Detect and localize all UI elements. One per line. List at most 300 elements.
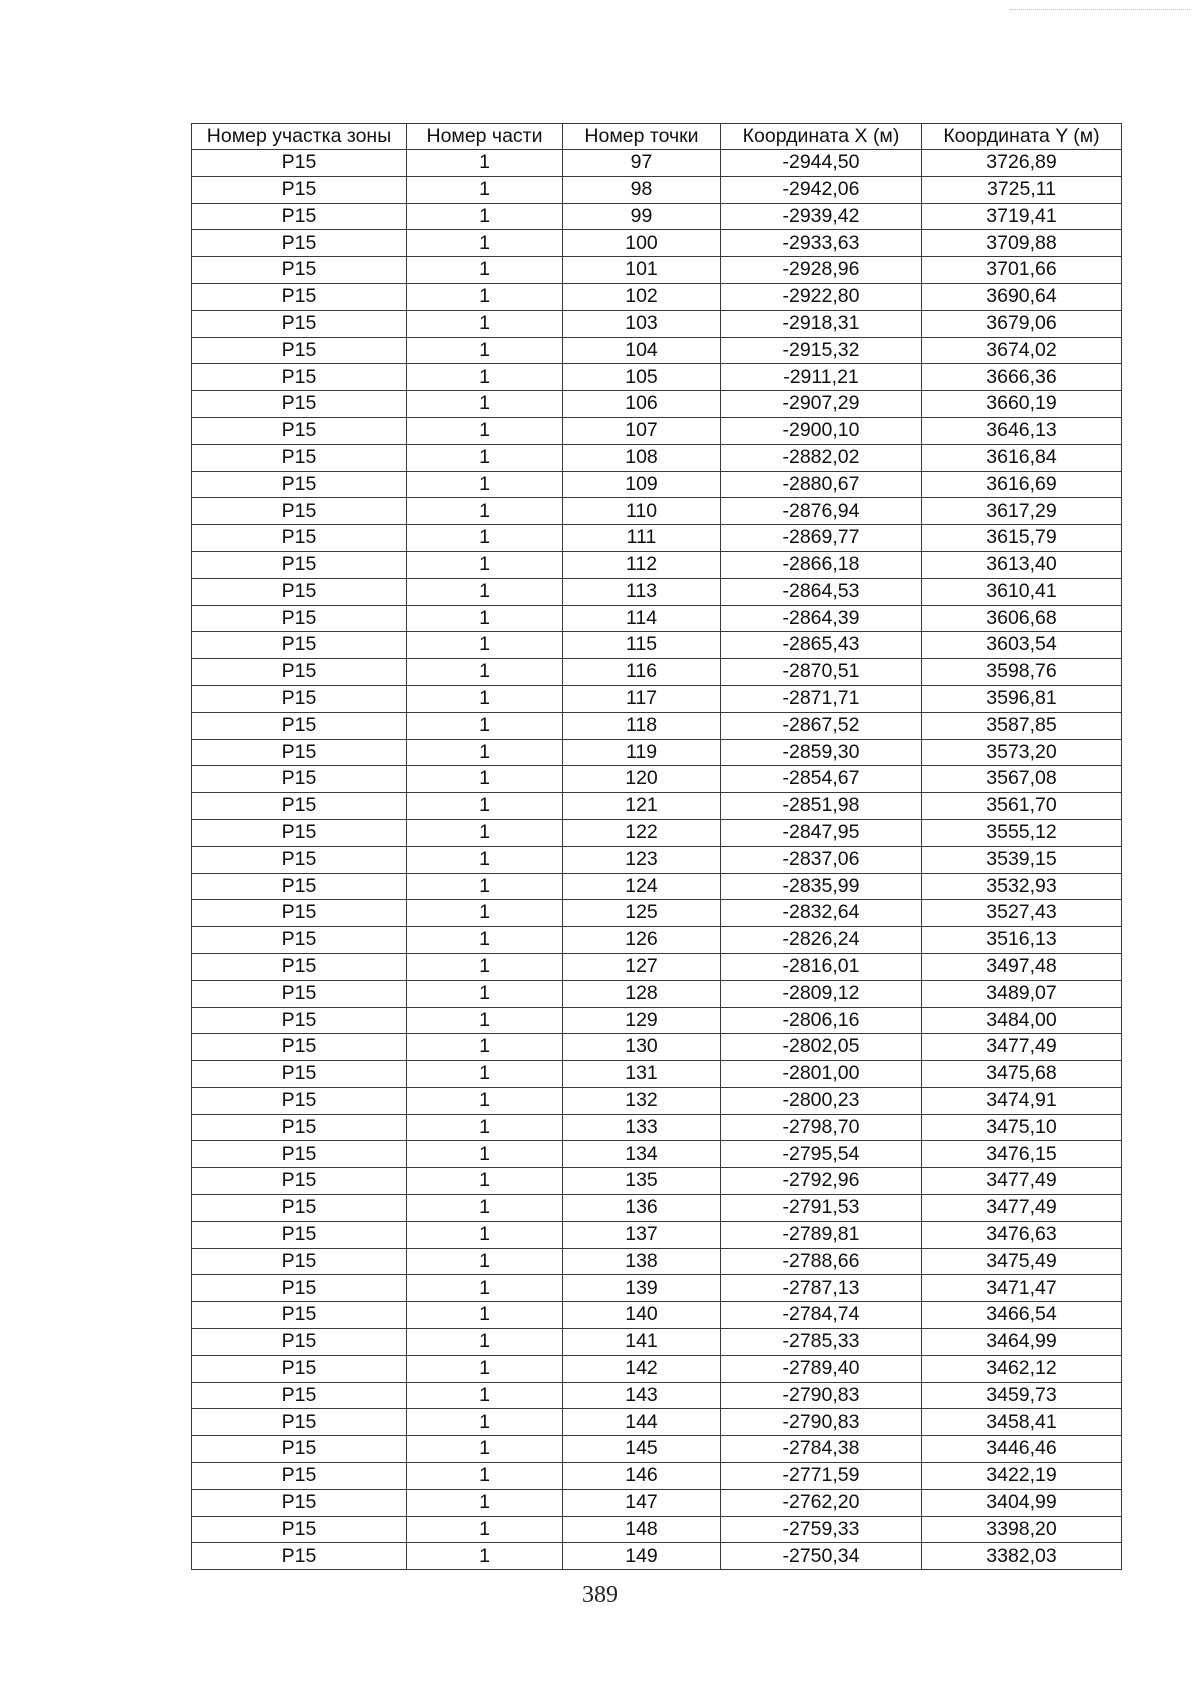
cell-point-number: 131 (563, 1061, 721, 1088)
cell-coordinate-x: -2791,53 (721, 1195, 922, 1222)
cell-coordinate-x: -2847,95 (721, 819, 922, 846)
cell-coordinate-y: 3606,68 (922, 605, 1122, 632)
cell-zone-section: P15 (192, 551, 407, 578)
cell-coordinate-x: -2835,99 (721, 873, 922, 900)
table-row (192, 846, 1122, 873)
header-row (192, 124, 1122, 150)
cell-coordinate-y: 3458,41 (922, 1409, 1122, 1436)
cell-part-number: 1 (407, 873, 563, 900)
cell-point-number: 97 (563, 150, 721, 177)
cell-zone-section: P15 (192, 578, 407, 605)
cell-coordinate-x: -2939,42 (721, 203, 922, 230)
cell-zone-section: P15 (192, 1248, 407, 1275)
table-row (192, 1275, 1122, 1302)
cell-coordinate-y: 3660,19 (922, 391, 1122, 418)
cell-part-number: 1 (407, 927, 563, 954)
table-row (192, 551, 1122, 578)
cell-part-number: 1 (407, 1302, 563, 1329)
table-row (192, 953, 1122, 980)
cell-zone-section: P15 (192, 364, 407, 391)
cell-coordinate-y: 3615,79 (922, 525, 1122, 552)
table-row (192, 1463, 1122, 1490)
cell-part-number: 1 (407, 525, 563, 552)
cell-coordinate-x: -2801,00 (721, 1061, 922, 1088)
table-row (192, 980, 1122, 1007)
cell-coordinate-x: -2750,34 (721, 1543, 922, 1570)
cell-coordinate-x: -2859,30 (721, 739, 922, 766)
cell-zone-section: P15 (192, 230, 407, 257)
cell-point-number: 103 (563, 310, 721, 337)
cell-coordinate-x: -2789,40 (721, 1355, 922, 1382)
table-row (192, 766, 1122, 793)
cell-part-number: 1 (407, 1489, 563, 1516)
cell-zone-section: P15 (192, 712, 407, 739)
cell-coordinate-y: 3573,20 (922, 739, 1122, 766)
cell-point-number: 143 (563, 1382, 721, 1409)
cell-point-number: 115 (563, 632, 721, 659)
table-row (192, 1087, 1122, 1114)
cell-point-number: 112 (563, 551, 721, 578)
cell-zone-section: P15 (192, 1489, 407, 1516)
cell-point-number: 133 (563, 1114, 721, 1141)
cell-coordinate-y: 3484,00 (922, 1007, 1122, 1034)
cell-part-number: 1 (407, 846, 563, 873)
cell-point-number: 107 (563, 417, 721, 444)
cell-zone-section: P15 (192, 873, 407, 900)
cell-coordinate-x: -2918,31 (721, 310, 922, 337)
cell-zone-section: P15 (192, 1087, 407, 1114)
cell-zone-section: P15 (192, 685, 407, 712)
cell-coordinate-y: 3690,64 (922, 283, 1122, 310)
cell-zone-section: P15 (192, 1436, 407, 1463)
cell-coordinate-x: -2922,80 (721, 283, 922, 310)
cell-zone-section: P15 (192, 766, 407, 793)
cell-coordinate-x: -2942,06 (721, 176, 922, 203)
cell-part-number: 1 (407, 605, 563, 632)
cell-part-number: 1 (407, 1141, 563, 1168)
cell-point-number: 135 (563, 1168, 721, 1195)
cell-point-number: 105 (563, 364, 721, 391)
table-row (192, 712, 1122, 739)
cell-coordinate-x: -2789,81 (721, 1221, 922, 1248)
cell-coordinate-y: 3613,40 (922, 551, 1122, 578)
cell-point-number: 129 (563, 1007, 721, 1034)
cell-coordinate-y: 3476,63 (922, 1221, 1122, 1248)
cell-coordinate-x: -2854,67 (721, 766, 922, 793)
table-row (192, 739, 1122, 766)
cell-coordinate-y: 3475,68 (922, 1061, 1122, 1088)
cell-part-number: 1 (407, 1221, 563, 1248)
cell-coordinate-y: 3596,81 (922, 685, 1122, 712)
cell-coordinate-y: 3719,41 (922, 203, 1122, 230)
cell-part-number: 1 (407, 471, 563, 498)
table-row (192, 1195, 1122, 1222)
cell-point-number: 138 (563, 1248, 721, 1275)
cell-coordinate-x: -2790,83 (721, 1409, 922, 1436)
cell-zone-section: P15 (192, 283, 407, 310)
cell-part-number: 1 (407, 1543, 563, 1570)
header-zone-section-number: Номер участка зоны (192, 124, 407, 150)
table-row (192, 417, 1122, 444)
cell-point-number: 98 (563, 176, 721, 203)
table-row (192, 1409, 1122, 1436)
cell-zone-section: P15 (192, 1114, 407, 1141)
cell-coordinate-y: 3587,85 (922, 712, 1122, 739)
cell-zone-section: P15 (192, 739, 407, 766)
cell-coordinate-y: 3422,19 (922, 1463, 1122, 1490)
cell-point-number: 141 (563, 1329, 721, 1356)
table-row (192, 659, 1122, 686)
cell-point-number: 102 (563, 283, 721, 310)
cell-point-number: 118 (563, 712, 721, 739)
cell-coordinate-y: 3646,13 (922, 417, 1122, 444)
cell-point-number: 132 (563, 1087, 721, 1114)
cell-coordinate-y: 3464,99 (922, 1329, 1122, 1356)
cell-coordinate-y: 3674,02 (922, 337, 1122, 364)
cell-coordinate-y: 3476,15 (922, 1141, 1122, 1168)
cell-zone-section: P15 (192, 793, 407, 820)
cell-point-number: 123 (563, 846, 721, 873)
table-row (192, 1007, 1122, 1034)
cell-part-number: 1 (407, 1195, 563, 1222)
table-row (192, 150, 1122, 177)
cell-point-number: 146 (563, 1463, 721, 1490)
cell-part-number: 1 (407, 766, 563, 793)
cell-coordinate-y: 3679,06 (922, 310, 1122, 337)
cell-zone-section: P15 (192, 980, 407, 1007)
cell-part-number: 1 (407, 793, 563, 820)
cell-part-number: 1 (407, 632, 563, 659)
cell-zone-section: P15 (192, 337, 407, 364)
cell-coordinate-y: 3471,47 (922, 1275, 1122, 1302)
table-row (192, 1329, 1122, 1356)
cell-coordinate-x: -2784,74 (721, 1302, 922, 1329)
header-coordinate-y: Координата Y (м) (922, 124, 1122, 150)
cell-zone-section: P15 (192, 819, 407, 846)
cell-coordinate-x: -2867,52 (721, 712, 922, 739)
cell-coordinate-y: 3598,76 (922, 659, 1122, 686)
cell-point-number: 127 (563, 953, 721, 980)
cell-part-number: 1 (407, 203, 563, 230)
cell-zone-section: P15 (192, 176, 407, 203)
cell-point-number: 111 (563, 525, 721, 552)
cell-coordinate-y: 3489,07 (922, 980, 1122, 1007)
cell-part-number: 1 (407, 417, 563, 444)
cell-coordinate-x: -2907,29 (721, 391, 922, 418)
table-row (192, 257, 1122, 284)
cell-coordinate-y: 3527,43 (922, 900, 1122, 927)
cell-part-number: 1 (407, 900, 563, 927)
cell-coordinate-x: -2762,20 (721, 1489, 922, 1516)
table-row (192, 1061, 1122, 1088)
cell-zone-section: P15 (192, 1168, 407, 1195)
cell-part-number: 1 (407, 739, 563, 766)
table-row (192, 873, 1122, 900)
cell-point-number: 117 (563, 685, 721, 712)
cell-coordinate-x: -2864,39 (721, 605, 922, 632)
cell-point-number: 134 (563, 1141, 721, 1168)
cell-zone-section: P15 (192, 1329, 407, 1356)
cell-part-number: 1 (407, 1087, 563, 1114)
cell-coordinate-y: 3610,41 (922, 578, 1122, 605)
header-part-number: Номер части (407, 124, 563, 150)
cell-part-number: 1 (407, 1061, 563, 1088)
cell-zone-section: P15 (192, 1034, 407, 1061)
cell-zone-section: P15 (192, 1195, 407, 1222)
cell-part-number: 1 (407, 685, 563, 712)
cell-part-number: 1 (407, 230, 563, 257)
table-row (192, 632, 1122, 659)
table-row (192, 1141, 1122, 1168)
cell-part-number: 1 (407, 391, 563, 418)
cell-point-number: 140 (563, 1302, 721, 1329)
cell-point-number: 144 (563, 1409, 721, 1436)
cell-coordinate-y: 3616,69 (922, 471, 1122, 498)
table-row (192, 1355, 1122, 1382)
cell-coordinate-y: 3477,49 (922, 1168, 1122, 1195)
cell-coordinate-y: 3497,48 (922, 953, 1122, 980)
table-row (192, 1248, 1122, 1275)
table-row (192, 310, 1122, 337)
coordinates-table (191, 123, 1122, 1570)
cell-zone-section: P15 (192, 471, 407, 498)
cell-part-number: 1 (407, 1248, 563, 1275)
cell-point-number: 125 (563, 900, 721, 927)
cell-coordinate-x: -2928,96 (721, 257, 922, 284)
cell-point-number: 147 (563, 1489, 721, 1516)
cell-zone-section: P15 (192, 1275, 407, 1302)
cell-coordinate-x: -2864,53 (721, 578, 922, 605)
cell-point-number: 104 (563, 337, 721, 364)
cell-coordinate-x: -2809,12 (721, 980, 922, 1007)
cell-zone-section: P15 (192, 1463, 407, 1490)
cell-coordinate-x: -2869,77 (721, 525, 922, 552)
cell-coordinate-y: 3459,73 (922, 1382, 1122, 1409)
cell-point-number: 120 (563, 766, 721, 793)
cell-point-number: 119 (563, 739, 721, 766)
cell-zone-section: P15 (192, 1007, 407, 1034)
cell-coordinate-y: 3446,46 (922, 1436, 1122, 1463)
cell-zone-section: P15 (192, 1061, 407, 1088)
cell-coordinate-x: -2759,33 (721, 1516, 922, 1543)
cell-zone-section: P15 (192, 1141, 407, 1168)
cell-coordinate-x: -2816,01 (721, 953, 922, 980)
cell-coordinate-y: 3462,12 (922, 1355, 1122, 1382)
table-row (192, 685, 1122, 712)
table-row (192, 1114, 1122, 1141)
cell-coordinate-x: -2771,59 (721, 1463, 922, 1490)
cell-coordinate-y: 3617,29 (922, 498, 1122, 525)
table-row (192, 1302, 1122, 1329)
cell-coordinate-y: 3603,54 (922, 632, 1122, 659)
cell-part-number: 1 (407, 1382, 563, 1409)
cell-zone-section: P15 (192, 310, 407, 337)
cell-coordinate-y: 3701,66 (922, 257, 1122, 284)
table-header (192, 124, 1122, 150)
cell-zone-section: P15 (192, 1302, 407, 1329)
cell-part-number: 1 (407, 1463, 563, 1490)
cell-zone-section: P15 (192, 444, 407, 471)
cell-part-number: 1 (407, 819, 563, 846)
cell-zone-section: P15 (192, 1409, 407, 1436)
cell-part-number: 1 (407, 283, 563, 310)
cell-part-number: 1 (407, 1007, 563, 1034)
cell-coordinate-x: -2802,05 (721, 1034, 922, 1061)
cell-point-number: 99 (563, 203, 721, 230)
cell-zone-section: P15 (192, 632, 407, 659)
table-row (192, 203, 1122, 230)
cell-zone-section: P15 (192, 1355, 407, 1382)
cell-coordinate-y: 3475,49 (922, 1248, 1122, 1275)
table-row (192, 1034, 1122, 1061)
cell-point-number: 149 (563, 1543, 721, 1570)
table-row (192, 444, 1122, 471)
cell-point-number: 139 (563, 1275, 721, 1302)
page-number: 389 (582, 1582, 618, 1608)
cell-coordinate-y: 3475,10 (922, 1114, 1122, 1141)
table-row (192, 391, 1122, 418)
cell-part-number: 1 (407, 953, 563, 980)
cell-coordinate-x: -2933,63 (721, 230, 922, 257)
cell-coordinate-x: -2865,43 (721, 632, 922, 659)
table-row (192, 1436, 1122, 1463)
cell-coordinate-y: 3567,08 (922, 766, 1122, 793)
cell-coordinate-y: 3382,03 (922, 1543, 1122, 1570)
table-row (192, 605, 1122, 632)
cell-zone-section: P15 (192, 1543, 407, 1570)
table-row (192, 1382, 1122, 1409)
cell-coordinate-y: 3555,12 (922, 819, 1122, 846)
table-row (192, 793, 1122, 820)
cell-coordinate-y: 3726,89 (922, 150, 1122, 177)
cell-coordinate-x: -2944,50 (721, 150, 922, 177)
cell-point-number: 108 (563, 444, 721, 471)
cell-part-number: 1 (407, 176, 563, 203)
cell-coordinate-x: -2826,24 (721, 927, 922, 954)
cell-zone-section: P15 (192, 605, 407, 632)
cell-zone-section: P15 (192, 1516, 407, 1543)
cell-part-number: 1 (407, 1436, 563, 1463)
cell-coordinate-y: 3474,91 (922, 1087, 1122, 1114)
cell-coordinate-y: 3666,36 (922, 364, 1122, 391)
cell-point-number: 122 (563, 819, 721, 846)
cell-part-number: 1 (407, 578, 563, 605)
cell-coordinate-y: 3404,99 (922, 1489, 1122, 1516)
cell-point-number: 148 (563, 1516, 721, 1543)
cell-coordinate-x: -2876,94 (721, 498, 922, 525)
cell-part-number: 1 (407, 310, 563, 337)
cell-coordinate-x: -2882,02 (721, 444, 922, 471)
cell-part-number: 1 (407, 364, 563, 391)
table-row (192, 337, 1122, 364)
cell-point-number: 145 (563, 1436, 721, 1463)
header-point-number: Номер точки (563, 124, 721, 150)
cell-coordinate-y: 3398,20 (922, 1516, 1122, 1543)
cell-coordinate-x: -2880,67 (721, 471, 922, 498)
cell-part-number: 1 (407, 337, 563, 364)
cell-zone-section: P15 (192, 498, 407, 525)
cell-point-number: 109 (563, 471, 721, 498)
table-row (192, 364, 1122, 391)
cell-zone-section: P15 (192, 927, 407, 954)
cell-coordinate-x: -2800,23 (721, 1087, 922, 1114)
cell-point-number: 137 (563, 1221, 721, 1248)
cell-part-number: 1 (407, 712, 563, 739)
cell-part-number: 1 (407, 980, 563, 1007)
cell-coordinate-x: -2915,32 (721, 337, 922, 364)
cell-part-number: 1 (407, 444, 563, 471)
table-row (192, 498, 1122, 525)
cell-coordinate-x: -2798,70 (721, 1114, 922, 1141)
header-coordinate-x: Координата X (м) (721, 124, 922, 150)
cell-coordinate-x: -2790,83 (721, 1382, 922, 1409)
cell-coordinate-x: -2866,18 (721, 551, 922, 578)
cell-coordinate-y: 3466,54 (922, 1302, 1122, 1329)
cell-point-number: 136 (563, 1195, 721, 1222)
cell-zone-section: P15 (192, 846, 407, 873)
cell-part-number: 1 (407, 1409, 563, 1436)
cell-coordinate-x: -2851,98 (721, 793, 922, 820)
cell-part-number: 1 (407, 1516, 563, 1543)
cell-point-number: 101 (563, 257, 721, 284)
table-row (192, 1543, 1122, 1570)
cell-coordinate-x: -2806,16 (721, 1007, 922, 1034)
cell-point-number: 116 (563, 659, 721, 686)
table-row (192, 471, 1122, 498)
cell-part-number: 1 (407, 150, 563, 177)
cell-coordinate-y: 3477,49 (922, 1195, 1122, 1222)
cell-zone-section: P15 (192, 1382, 407, 1409)
cell-point-number: 128 (563, 980, 721, 1007)
table-row (192, 1516, 1122, 1543)
cell-zone-section: P15 (192, 257, 407, 284)
cell-point-number: 100 (563, 230, 721, 257)
cell-zone-section: P15 (192, 900, 407, 927)
cell-part-number: 1 (407, 1275, 563, 1302)
cell-coordinate-x: -2900,10 (721, 417, 922, 444)
cell-point-number: 113 (563, 578, 721, 605)
table-row (192, 176, 1122, 203)
cell-coordinate-x: -2795,54 (721, 1141, 922, 1168)
cell-coordinate-x: -2788,66 (721, 1248, 922, 1275)
cell-coordinate-x: -2792,96 (721, 1168, 922, 1195)
table-row (192, 927, 1122, 954)
table-row (192, 525, 1122, 552)
table-body (192, 150, 1122, 1570)
table-row (192, 1489, 1122, 1516)
cell-zone-section: P15 (192, 203, 407, 230)
cell-part-number: 1 (407, 1114, 563, 1141)
cell-part-number: 1 (407, 1329, 563, 1356)
table-row (192, 578, 1122, 605)
table-row (192, 230, 1122, 257)
cell-zone-section: P15 (192, 525, 407, 552)
cell-coordinate-x: -2787,13 (721, 1275, 922, 1302)
cell-coordinate-x: -2871,71 (721, 685, 922, 712)
cell-coordinate-x: -2832,64 (721, 900, 922, 927)
cell-part-number: 1 (407, 498, 563, 525)
cell-point-number: 142 (563, 1355, 721, 1382)
cell-coordinate-y: 3616,84 (922, 444, 1122, 471)
table-row (192, 819, 1122, 846)
table-row (192, 283, 1122, 310)
cell-point-number: 114 (563, 605, 721, 632)
cell-point-number: 106 (563, 391, 721, 418)
cell-coordinate-x: -2870,51 (721, 659, 922, 686)
cell-coordinate-y: 3532,93 (922, 873, 1122, 900)
cell-coordinate-x: -2911,21 (721, 364, 922, 391)
cell-coordinate-y: 3539,15 (922, 846, 1122, 873)
